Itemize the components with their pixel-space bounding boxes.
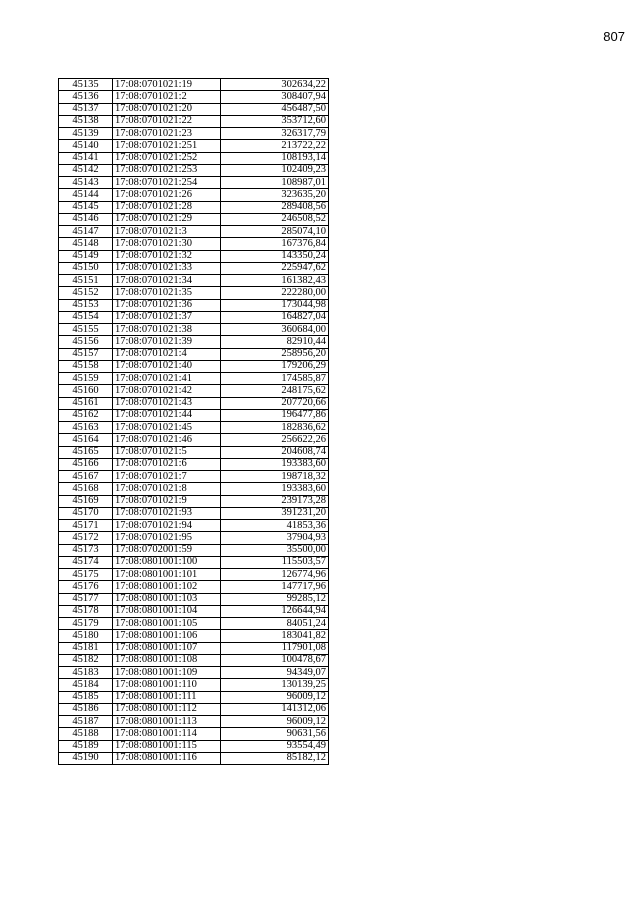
cadastral-value-cell: 225947,62 <box>221 262 329 274</box>
cadastral-number-cell: 17:08:0701021:251 <box>113 140 221 152</box>
cadastral-value-cell: 96009,12 <box>221 691 329 703</box>
table-body <box>59 79 329 765</box>
cadastral-value-cell: 326317,79 <box>221 128 329 140</box>
table-row <box>59 348 329 360</box>
table-row <box>59 667 329 679</box>
row-number-cell: 45142 <box>59 164 113 176</box>
row-number-cell: 45175 <box>59 569 113 581</box>
cadastral-number-cell: 17:08:0801001:112 <box>113 703 221 715</box>
cadastral-number-cell: 17:08:0701021:26 <box>113 189 221 201</box>
table-row <box>59 581 329 593</box>
row-number-cell: 45167 <box>59 471 113 483</box>
row-number-cell: 45169 <box>59 495 113 507</box>
row-number-cell: 45143 <box>59 177 113 189</box>
cadastral-value-cell: 213722,22 <box>221 140 329 152</box>
table-row <box>59 164 329 176</box>
cadastral-value-cell: 126774,96 <box>221 569 329 581</box>
cadastral-value-cell: 323635,20 <box>221 189 329 201</box>
row-number-cell: 45150 <box>59 262 113 274</box>
cadastral-number-cell: 17:08:0801001:110 <box>113 679 221 691</box>
row-number-cell: 45164 <box>59 434 113 446</box>
cadastral-value-cell: 94349,07 <box>221 667 329 679</box>
table-row <box>59 642 329 654</box>
cadastral-number-cell: 17:08:0801001:113 <box>113 716 221 728</box>
row-number-cell: 45161 <box>59 397 113 409</box>
cadastral-number-cell: 17:08:0701021:5 <box>113 446 221 458</box>
row-number-cell: 45186 <box>59 703 113 715</box>
cadastral-value-cell: 108193,14 <box>221 152 329 164</box>
row-number-cell: 45153 <box>59 299 113 311</box>
cadastral-value-cell: 198718,32 <box>221 471 329 483</box>
cadastral-number-cell: 17:08:0801001:111 <box>113 691 221 703</box>
cadastral-value-cell: 207720,66 <box>221 397 329 409</box>
row-number-cell: 45146 <box>59 213 113 225</box>
table-row <box>59 654 329 666</box>
cadastral-number-cell: 17:08:0701021:4 <box>113 348 221 360</box>
cadastral-value-cell: 183041,82 <box>221 630 329 642</box>
row-number-cell: 45149 <box>59 250 113 262</box>
table-row <box>59 213 329 225</box>
cadastral-value-cell: 360684,00 <box>221 324 329 336</box>
row-number-cell: 45174 <box>59 556 113 568</box>
cadastral-number-cell: 17:08:0701021:28 <box>113 201 221 213</box>
table-row <box>59 250 329 262</box>
row-number-cell: 45190 <box>59 752 113 764</box>
table-row <box>59 91 329 103</box>
row-number-cell: 45173 <box>59 544 113 556</box>
table-row <box>59 532 329 544</box>
table-row <box>59 128 329 140</box>
cadastral-number-cell: 17:08:0701021:30 <box>113 238 221 250</box>
cadastral-value-cell: 41853,36 <box>221 520 329 532</box>
cadastral-value-cell: 173044,98 <box>221 299 329 311</box>
row-number-cell: 45163 <box>59 422 113 434</box>
cadastral-number-cell: 17:08:0701021:39 <box>113 336 221 348</box>
cadastral-number-cell: 17:08:0801001:101 <box>113 569 221 581</box>
row-number-cell: 45183 <box>59 667 113 679</box>
cadastral-value-cell: 239173,28 <box>221 495 329 507</box>
cadastral-number-cell: 17:08:0701021:9 <box>113 495 221 507</box>
cadastral-number-cell: 17:08:0801001:106 <box>113 630 221 642</box>
table-row <box>59 373 329 385</box>
cadastral-number-cell: 17:08:0701021:2 <box>113 91 221 103</box>
page-number: 807 <box>603 29 625 44</box>
row-number-cell: 45148 <box>59 238 113 250</box>
cadastral-number-cell: 17:08:0701021:3 <box>113 226 221 238</box>
table-row <box>59 262 329 274</box>
cadastral-value-cell: 308407,94 <box>221 91 329 103</box>
row-number-cell: 45159 <box>59 373 113 385</box>
row-number-cell: 45162 <box>59 409 113 421</box>
table-row <box>59 728 329 740</box>
cadastral-value-cell: 143350,24 <box>221 250 329 262</box>
cadastral-value-cell: 456487,50 <box>221 103 329 115</box>
table-row <box>59 103 329 115</box>
cadastral-number-cell: 17:08:0701021:40 <box>113 360 221 372</box>
table-row <box>59 115 329 127</box>
cadastral-number-cell: 17:08:0701021:252 <box>113 152 221 164</box>
row-number-cell: 45144 <box>59 189 113 201</box>
row-number-cell: 45170 <box>59 507 113 519</box>
cadastral-number-cell: 17:08:0701021:43 <box>113 397 221 409</box>
row-number-cell: 45140 <box>59 140 113 152</box>
table-row <box>59 177 329 189</box>
cadastral-value-cell: 93554,49 <box>221 740 329 752</box>
row-number-cell: 45188 <box>59 728 113 740</box>
cadastral-number-cell: 17:08:0701021:95 <box>113 532 221 544</box>
cadastral-value-cell: 391231,20 <box>221 507 329 519</box>
cadastral-value-cell: 258956,20 <box>221 348 329 360</box>
table-row <box>59 593 329 605</box>
cadastral-value-cell: 126644,94 <box>221 605 329 617</box>
cadastral-value-cell: 82910,44 <box>221 336 329 348</box>
cadastral-value-cell: 141312,06 <box>221 703 329 715</box>
table-row <box>59 397 329 409</box>
table-row <box>59 275 329 287</box>
cadastral-number-cell: 17:08:0701021:38 <box>113 324 221 336</box>
row-number-cell: 45179 <box>59 618 113 630</box>
cadastral-number-cell: 17:08:0801001:115 <box>113 740 221 752</box>
cadastral-value-cell: 37904,93 <box>221 532 329 544</box>
cadastral-value-cell: 246508,52 <box>221 213 329 225</box>
cadastral-number-cell: 17:08:0701021:19 <box>113 79 221 91</box>
row-number-cell: 45139 <box>59 128 113 140</box>
row-number-cell: 45178 <box>59 605 113 617</box>
cadastral-number-cell: 17:08:0701021:33 <box>113 262 221 274</box>
table-row <box>59 238 329 250</box>
row-number-cell: 45185 <box>59 691 113 703</box>
table-row <box>59 618 329 630</box>
cadastral-number-cell: 17:08:0801001:100 <box>113 556 221 568</box>
table-row <box>59 630 329 642</box>
cadastral-number-cell: 17:08:0801001:116 <box>113 752 221 764</box>
cadastral-value-cell: 161382,43 <box>221 275 329 287</box>
table-row <box>59 569 329 581</box>
table-row <box>59 703 329 715</box>
cadastral-number-cell: 17:08:0701021:42 <box>113 385 221 397</box>
table-row <box>59 605 329 617</box>
cadastral-number-cell: 17:08:0701021:253 <box>113 164 221 176</box>
table-row <box>59 483 329 495</box>
row-number-cell: 45147 <box>59 226 113 238</box>
table-row <box>59 740 329 752</box>
table-row <box>59 201 329 213</box>
cadastral-number-cell: 17:08:0701021:94 <box>113 520 221 532</box>
cadastral-number-cell: 17:08:0701021:254 <box>113 177 221 189</box>
cadastral-number-cell: 17:08:0801001:104 <box>113 605 221 617</box>
row-number-cell: 45154 <box>59 311 113 323</box>
cadastral-value-table <box>58 78 329 765</box>
row-number-cell: 45157 <box>59 348 113 360</box>
cadastral-number-cell: 17:08:0801001:114 <box>113 728 221 740</box>
cadastral-number-cell: 17:08:0801001:107 <box>113 642 221 654</box>
row-number-cell: 45177 <box>59 593 113 605</box>
cadastral-value-cell: 302634,22 <box>221 79 329 91</box>
table-row <box>59 409 329 421</box>
cadastral-value-cell: 182836,62 <box>221 422 329 434</box>
cadastral-value-cell: 99285,12 <box>221 593 329 605</box>
cadastral-number-cell: 17:08:0701021:93 <box>113 507 221 519</box>
table-row <box>59 471 329 483</box>
cadastral-number-cell: 17:08:0801001:103 <box>113 593 221 605</box>
row-number-cell: 45135 <box>59 79 113 91</box>
cadastral-value-cell: 174585,87 <box>221 373 329 385</box>
cadastral-value-cell: 90631,56 <box>221 728 329 740</box>
cadastral-number-cell: 17:08:0701021:34 <box>113 275 221 287</box>
table-row <box>59 434 329 446</box>
cadastral-value-cell: 85182,12 <box>221 752 329 764</box>
row-number-cell: 45172 <box>59 532 113 544</box>
table-row <box>59 140 329 152</box>
cadastral-value-cell: 167376,84 <box>221 238 329 250</box>
cadastral-number-cell: 17:08:0701021:45 <box>113 422 221 434</box>
row-number-cell: 45136 <box>59 91 113 103</box>
cadastral-value-cell: 193383,60 <box>221 458 329 470</box>
cadastral-number-cell: 17:08:0701021:6 <box>113 458 221 470</box>
cadastral-value-cell: 179206,29 <box>221 360 329 372</box>
cadastral-value-cell: 248175,62 <box>221 385 329 397</box>
cadastral-value-cell: 222280,00 <box>221 287 329 299</box>
row-number-cell: 45137 <box>59 103 113 115</box>
cadastral-number-cell: 17:08:0701021:20 <box>113 103 221 115</box>
cadastral-value-cell: 84051,24 <box>221 618 329 630</box>
cadastral-number-cell: 17:08:0701021:23 <box>113 128 221 140</box>
cadastral-value-cell: 108987,01 <box>221 177 329 189</box>
table-row <box>59 520 329 532</box>
table-row <box>59 458 329 470</box>
table-row <box>59 544 329 556</box>
row-number-cell: 45158 <box>59 360 113 372</box>
row-number-cell: 45160 <box>59 385 113 397</box>
cadastral-number-cell: 17:08:0701021:37 <box>113 311 221 323</box>
row-number-cell: 45187 <box>59 716 113 728</box>
cadastral-value-cell: 96009,12 <box>221 716 329 728</box>
cadastral-value-cell: 130139,25 <box>221 679 329 691</box>
cadastral-number-cell: 17:08:0701021:22 <box>113 115 221 127</box>
table-row <box>59 79 329 91</box>
cadastral-value-cell: 117901,08 <box>221 642 329 654</box>
row-number-cell: 45151 <box>59 275 113 287</box>
row-number-cell: 45182 <box>59 654 113 666</box>
row-number-cell: 45166 <box>59 458 113 470</box>
row-number-cell: 45141 <box>59 152 113 164</box>
table-row <box>59 360 329 372</box>
row-number-cell: 45168 <box>59 483 113 495</box>
table-row <box>59 324 329 336</box>
row-number-cell: 45155 <box>59 324 113 336</box>
table-row <box>59 507 329 519</box>
table-row <box>59 385 329 397</box>
cadastral-value-cell: 100478,67 <box>221 654 329 666</box>
cadastral-number-cell: 17:08:0801001:102 <box>113 581 221 593</box>
cadastral-number-cell: 17:08:0701021:41 <box>113 373 221 385</box>
row-number-cell: 45171 <box>59 520 113 532</box>
cadastral-value-cell: 256622,26 <box>221 434 329 446</box>
table-row <box>59 752 329 764</box>
table-row <box>59 556 329 568</box>
cadastral-number-cell: 17:08:0701021:44 <box>113 409 221 421</box>
cadastral-number-cell: 17:08:0701021:7 <box>113 471 221 483</box>
table-row <box>59 336 329 348</box>
table-row <box>59 152 329 164</box>
cadastral-number-cell: 17:08:0701021:32 <box>113 250 221 262</box>
row-number-cell: 45138 <box>59 115 113 127</box>
table-row <box>59 311 329 323</box>
row-number-cell: 45180 <box>59 630 113 642</box>
table-row <box>59 691 329 703</box>
cadastral-number-cell: 17:08:0801001:105 <box>113 618 221 630</box>
table-row <box>59 226 329 238</box>
cadastral-number-cell: 17:08:0801001:109 <box>113 667 221 679</box>
row-number-cell: 45165 <box>59 446 113 458</box>
cadastral-number-cell: 17:08:0701021:35 <box>113 287 221 299</box>
cadastral-number-cell: 17:08:0702001:59 <box>113 544 221 556</box>
cadastral-value-cell: 353712,60 <box>221 115 329 127</box>
cadastral-number-cell: 17:08:0701021:46 <box>113 434 221 446</box>
row-number-cell: 45181 <box>59 642 113 654</box>
cadastral-number-cell: 17:08:0701021:29 <box>113 213 221 225</box>
row-number-cell: 45176 <box>59 581 113 593</box>
table-row <box>59 446 329 458</box>
cadastral-number-cell: 17:08:0701021:36 <box>113 299 221 311</box>
row-number-cell: 45152 <box>59 287 113 299</box>
cadastral-value-cell: 196477,86 <box>221 409 329 421</box>
row-number-cell: 45145 <box>59 201 113 213</box>
cadastral-value-cell: 285074,10 <box>221 226 329 238</box>
table-row <box>59 299 329 311</box>
table-row <box>59 287 329 299</box>
cadastral-value-cell: 204608,74 <box>221 446 329 458</box>
cadastral-value-cell: 147717,96 <box>221 581 329 593</box>
cadastral-value-cell: 102409,23 <box>221 164 329 176</box>
row-number-cell: 45189 <box>59 740 113 752</box>
cadastral-value-cell: 164827,04 <box>221 311 329 323</box>
table-row <box>59 495 329 507</box>
table-row <box>59 189 329 201</box>
cadastral-value-cell: 35500,00 <box>221 544 329 556</box>
cadastral-number-cell: 17:08:0701021:8 <box>113 483 221 495</box>
table-row <box>59 716 329 728</box>
cadastral-value-cell: 193383,60 <box>221 483 329 495</box>
cadastral-value-cell: 289408,56 <box>221 201 329 213</box>
cadastral-value-cell: 115503,57 <box>221 556 329 568</box>
row-number-cell: 45156 <box>59 336 113 348</box>
row-number-cell: 45184 <box>59 679 113 691</box>
cadastral-number-cell: 17:08:0801001:108 <box>113 654 221 666</box>
table-row <box>59 679 329 691</box>
table-row <box>59 422 329 434</box>
